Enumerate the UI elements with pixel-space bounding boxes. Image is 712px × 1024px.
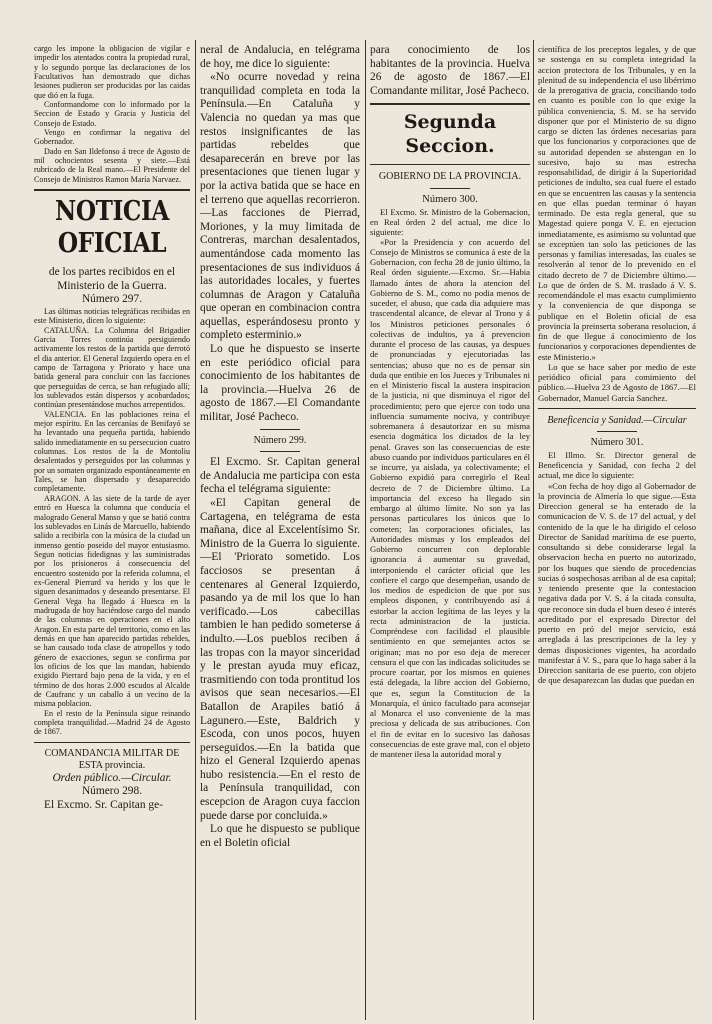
paragraph: El Excmo. Sr. Capitan general de Andalucia me participa con esta fecha el telégrama siguiente: (200, 456, 360, 496)
paragraph: Vengo en confirmar la negativa del Gobernador. (34, 128, 190, 147)
subheading: Orden público.—Circular. (52, 771, 172, 784)
column-rule (365, 40, 366, 1020)
section-title-noticia-oficial: NOTICIA OFICIAL (55, 196, 169, 260)
number-heading: Número 297. (81, 293, 143, 306)
paragraph: neral de Andalucia, en telégrama de hoy, me dice lo siguiente: (200, 44, 360, 70)
divider (430, 188, 470, 189)
subheading-beneficencia: Beneficencia y Sanidad.—Circular (547, 414, 687, 426)
paragraph: «No ocurre novedad y reina tranquilidad completa en toda la Península.—En Cataluña y Valencia no quedan ya mas que restos insignificantes de las partidas rebeldes que desaparecerán en breve por las presentaciones que tienen lugar y por la activa batida que se hace en el terreno que aquellas recorrieron.—Las facciones de Pierrad, Moriones, y la muy limitada de Contreras, marchan desalentados, aumentándose cada momento las presentaciones de sus individuos á las autoridades locales, y fuertes columnas de Aragon y Cataluña que operan en combinacion contra aquellas, esperándosesu pronto y completo esterminio.» (200, 71, 360, 342)
heading-comandancia: COMANDANCIA MILITAR DE ESTA provincia. (44, 747, 180, 771)
paragraph: científica de los preceptos legales, y de que se sostenga en su completa integridad la accion protectora de los Tribunales, y en la plenitud de su independencia el uso libérrimo de la prerogativa de gracia, conciliando todo en cuanto es posible con lo que exige la pública conveniencia, S. M. se ha servido disponer que por el Ministerio de su digno cargo se dicten las órdenes necesarias para que los funcionarios y corporaciones que de su autoridad dependen se abstengan en lo sucesivo, bajo su mas estrecha responsabilidad, de dirigir á la Superioridad peticiones de indulto, sea cual fuere el estado en que se encuentren las causas y la sentencia en que ellas puedan terminar ó hayan terminado. De esta regla general, que su Magestad quiere ponga V. E. en ejecucion inmediatamente, es asimismo su voluntad que se exceptúen tan solo las peticiones de las personas y familias interesadas, las cuales se resolverán al tenor de lo prevenido en el citado decreto de 7 de Diciembre último.—Lo que de órden de S. M. traslado á V. S. recomendándole el mas exacto cumplimiento y la conveniencia de que disponga se publique en el Boletin oficial de esa provincia la preinserta soberana resolucion, á fin de que llegue á conocimiento de los funcionarios y corporaciones dependientes de este Ministerio.» (538, 44, 696, 362)
divider (597, 431, 637, 432)
paragraph: Lo que he dispuesto se publique en el Boletin oficial (200, 823, 360, 849)
number-heading: Número 300. (422, 193, 478, 205)
paragraph: «El Capitan general de Cartagena, en telégrama de esta mañana, dice al Excelentísimo Sr. Ministro de la Guerra lo siguiente.—El 'Priorato sometido. Los facciosos se presentan á centenares al General Izquierdo, pasando ya de mil los que lo han verificado.—Los cabecillas tambien le han pedido someterse á indulto.—Los pueblos reciben á las tropas con la mayor sinceridad y le prestan ayuda muy eficaz, trasmitiendo con toda prontitud los avisos que sean necesarios.—El Batallon de Arapiles batió á Lagunero.—Este, Baldrich y Escoda, con unos pocos, huyen perseguidos.—En la batida que hizo el General Izquierdo apenas hubo resistencia.—En el resto de la Península tranquilidad, con escepcion de Aragon cuya faccion puede darse por concluida.» (200, 497, 360, 822)
section-title-segunda-seccion: Segunda Seccion. (403, 111, 497, 158)
column-3 (370, 44, 530, 1018)
divider (538, 408, 696, 409)
column-2 (200, 44, 360, 1018)
column-1 (34, 44, 190, 1018)
divider (260, 429, 300, 430)
paragraph: En el resto de la Península sigue reinando completa tranquilidad.—Madrid 24 de Agosto de 1867. (34, 708, 190, 737)
paragraph: cargo les impone la obligacion de vigilar e impedir los atentados contra la propiedad rural, y lo segundo porque las declaraciones de los Facultativos han demostrado que dichas lesiones pudieron ser producidas por las caidas que dió en la fuga. (34, 44, 190, 100)
paragraph: VALENCIA. En las poblaciones reina el mejor espíritu. En las cercanías de Benifayó se ha levantado una pequeña partida, habiendo salido inmediatamente en su persecucion cuatro columnas. Los restos de la de Montoliu desalentados y perseguidos por las columnas y por un somaten organizado espontáneamente en Tales, se han dispersado y desaparecido completamente. (34, 409, 190, 494)
paragraph: ARAGON. A las siete de la tarde de ayer entró en Huesca la columna que conducía el malogrado General Manso y que se batió contra los sublevados en Linás de Marcuello, habiendo salido a recibirla con la música de la ciudad un inmenso gentío poseido del mayor entusiasmo. Segun noticias fidedignas y las suministradas por los prisioneros á consecuencia del encuentro sostenido por la referida columna, el ex-General Pierrard va herido y los que le siguen desanimados y deseando presentarse. El General Vega ha llegado á Huesca en la madrugada de hoy haciéndose cargo del mando de las columnas en operaciones en el alto Aragon. En esta parte del territorio, como en las demás en que han aparecido partidas rebeldes, se han causado toda clase de atropellos y todo género de exacciones, segun se confirma por los oficios de los que las mandan, habiendo exigido Pierrard bajo pena de la vida, y en el término de dos horas 2.000 escudos al Alcalde de Caufranc y un caballo á un vecino de la misma poblacion. (34, 493, 190, 709)
paragraph: CATALUÑA. La Columna del Brigadier Garcia Torres continúa persiguiendo activamente los restos de la partida que derrotó el dia anterior. El General Izquierdo opera en el campo de Tarragona y Priorato y hace una batida general para concluir con las facciones que perseguidas de cerca, se han refugiado allí; los sublevados están dispersos y acobardados; continúan presentándose muchos arrepentidos. (34, 325, 190, 410)
number-heading: Número 299. (253, 434, 307, 446)
column-4 (538, 44, 696, 1018)
number-heading: Número 298. (81, 785, 143, 798)
column-rule (195, 40, 196, 1020)
paragraph: Lo que he dispuesto se inserte en este periódico oficial para conocimiento de los habitantes de la provincia.—Huelva 26 de agosto de 1867.—El Comandante militar, José Pacheco. (200, 343, 360, 424)
paragraph: Las últimas noticias telegráficas recibidas en este Ministerio, dicen lo siguiente: (34, 306, 190, 326)
divider (260, 451, 300, 452)
paragraph: Lo que se hace saber por medio de este periódico oficial para comimiento del público.—Huelva 23 de Agosto de 1867.—El Gobernador, Manuel García Sanchez. (538, 361, 696, 403)
section-subtitle: de los partes recibidos en el Ministerio de la Guerra. (48, 266, 176, 292)
paragraph: para conocimiento de los habitantes de la provincia. Huelva 26 de agosto de 1867.—El Comandante militar, José Pacheco. (370, 44, 530, 97)
paragraph: Conformandome con lo informado por la Seccion de Estado y Gracia y Justicia del Consejo de Estado. (34, 100, 190, 128)
number-heading: Número 301. (590, 437, 644, 449)
column-rule (533, 40, 534, 1020)
paragraph: «Por la Presidencia y con acuerdo del Consejo de Ministros se comunica á este de la Gobernacion, con fecha 28 de junio último, la Real órden siguiente.—Excmo. Sr.—Habia llamado ántes de ahora la atencion del Gobierno de S. M., como no podia menos de suceder, el abuso, que cada dia adquiere mas trascendental alcance, de elevar al Trono y á los Ministros peticiones personales ó colectivas de indultos, ya á prevencion durante el proceso de las causas, ya despues de pronunciadas y ejecutoriadas las sentencias; abuso que no es de pensar sin duda que entibie en los Jueces y Tribunales ni en el Ministerio fiscal la austera inspiracion de la justicia, ni que disminuya el rigor del procedimiento; pero que ejerce con todo una influencia sumamente nociva, y contribuye sobremanera á desautorizar en su misma esencia dogmática los dictados de la ley penal. Graves son las consecuencias de este abuso cuando por individuos particulares en él se incurre, ya aislada, ya colectivamente; el Gobierno expidió para corregirlo el Real decreto de 7 de Diciembre último. La importancia del exceso ha llegado sin embargo al último límite. No son ya las personas particulares los únicos que lo cometen; las corporaciones oficiales, las Autoridades mismas y los empleados del Gobierno concurren con deplorable ignorancia á aumentar su gravedad, interponiendo el carácter oficial que les confiere el cargo que desempeñan, usando de los medios de espedicion de que por sus empleos disponen, y contribuyendo así á estorbar la accion legítima de las leyes y la recta administracion de la justicia. Compréndese con facilidad el plausible sentimiento en que semejantes actos se originan; mas no por eso deja de merecer censura el que con las indicadas solicitudes se procure coartar, por los mismos en quienes está delegada, la libre accion del Gobierno, que es, segun la Constitucion de la Monarquía, el único facultado para aconsejar al Monarca el uso conveniente de la mas preciosa y delicada de sus atribuciones. Con el fin de evitar en lo sucesivo las dañosas consecuencias de este grave mal, con el objeto de mantener ilesa la autoridad moral y (370, 236, 530, 760)
heading-gobierno: GOBIERNO DE LA PROVINCIA. (378, 171, 522, 183)
divider (370, 103, 530, 105)
paragraph: Dado en San Ildefonso á trece de Agosto de mil ochocientos sesenta y siete.—Está rubricado de la Real mano.—El Presidente del Consejo de Ministros Ramon María Narvaez. (34, 146, 190, 184)
divider (34, 189, 190, 191)
paragraph: El Illmo. Sr. Director general de Beneficencia y Sanidad, con fecha 2 del actual, me dice lo siguiente: (538, 449, 696, 481)
paragraph: «Con fecha de hoy digo al Gobernador de la provincia de Almería lo que sigue.—Esta Direccion general se ha enterado de la comunicacion de V. S. de 17 del actual, y del contenido de la que le ha dirigido el celoso Director de Sanidad marítima de ese puerto, consultando si debe considerarse legal la observacion hecha en puerto no autorizado, por los buques que siendo de procedencias sucias ó sospechosas arriban al de esa capital; y teniendo presente que la contestacion negativa dada por V. S. á la citada consulta, que reconoce sin duda el buen deseo é interés acreditado por el expresado Director del puerto en pró del mejor servicio, está arreglada á las prescripciones de la ley y demas disposiciones vigentes, ha acordado manifestar á V. S., para que lo haga saber á la Direccion sanitaria de ese puerto, con objeto de que desaparezcan las dudas que puedan en (538, 480, 696, 686)
divider (370, 164, 530, 165)
paragraph: El Excmo. Sr. Ministro de la Gobernacion, en Real órden 2 del actual, me dice lo siguiente: (370, 206, 530, 237)
paragraph: El Excmo. Sr. Capitan ge- (44, 798, 163, 811)
divider (34, 742, 190, 743)
